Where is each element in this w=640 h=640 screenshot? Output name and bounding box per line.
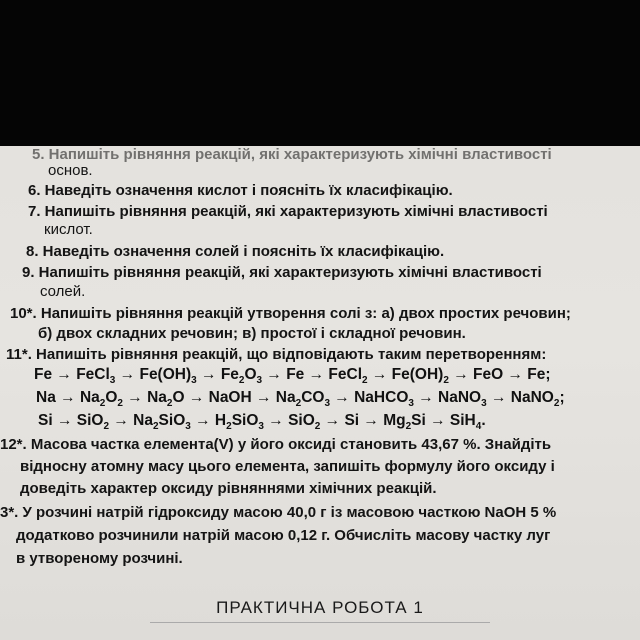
question-12-line-3: доведіть характер оксиду рівняннями хімічних реакцій. [20,480,437,497]
question-7-line-2: кислот. [44,221,93,238]
chain-si: $Si \to SiO_2 \to Na_2SiO_3 \to H_2SiO_3 \to SiO_2 \to Si \to Mg_2Si \to SiH_4$. [38,412,486,433]
question-9-line-2: солей. [40,283,86,300]
question-5-line-2: основ. [48,162,93,179]
question-13-line-2: додатково розчинили натрій масою 0,12 г. Обчисліть масову частку луг [16,527,551,544]
question-5-line-1: 5. Напишіть рівняння реакцій, які характеризують хімічні властивості [32,146,552,163]
question-8: 8. Наведіть означення солей і поясніть їх класифікацію. [26,243,445,260]
chain-fe-lead: Fe [34,366,53,383]
chain-na-lead: Na [36,389,56,406]
section-title: ПРАКТИЧНА РОБОТА 1 [216,598,424,617]
question-12-line-1: 12*. Масова частка елемента(V) у його оксиді становить 43,67 %. Знайдіть [0,436,552,453]
question-13-line-3: в утвореному розчині. [16,550,183,567]
question-11-line-1: 11*. Напишіть рівняння реакцій, що відповідають таким перетворенням: [6,346,547,363]
divider [150,622,490,623]
question-12-line-2: відносну атомну масу цього елемента, запишіть формулу його оксиду і [20,458,555,475]
question-10-line-1: 10*. Напишіть рівняння реакцій утворення солі з: а) двох простих речовин; [10,305,571,322]
chain-si-lead: Si [38,412,53,429]
chain-fe: Fe → FeCl$_3$ → $Fe(OH)_3 \to Fe_2O_3 \to Fe$ → FeCl$_2$ → $Fe(OH)_2$ → FeO → Fe; [34,366,551,387]
question-10-line-2: б) двох складних речовин; в) простої і складної речовин. [38,325,466,342]
chain-na: $Na \to Na_2O_2 \to Na_2O$ → NaOH → $Na_2CO_3$ → NaHCO$_3$ → NaNO$_3$ → NaNO$_2$; [36,389,565,410]
dark-background [0,0,640,146]
question-6: 6. Наведіть означення кислот і поясніть їх класифікацію. [28,182,453,199]
question-13-line-1: 3*. У розчині натрій гідроксиду масою 40,0 г із масовою часткою NaOH 5 % [0,504,557,521]
question-7-line-1: 7. Напишіть рівняння реакцій, які характеризують хімічні властивості [28,203,548,220]
question-9-line-1: 9. Напишіть рівняння реакцій, які характеризують хімічні властивості [22,264,542,281]
